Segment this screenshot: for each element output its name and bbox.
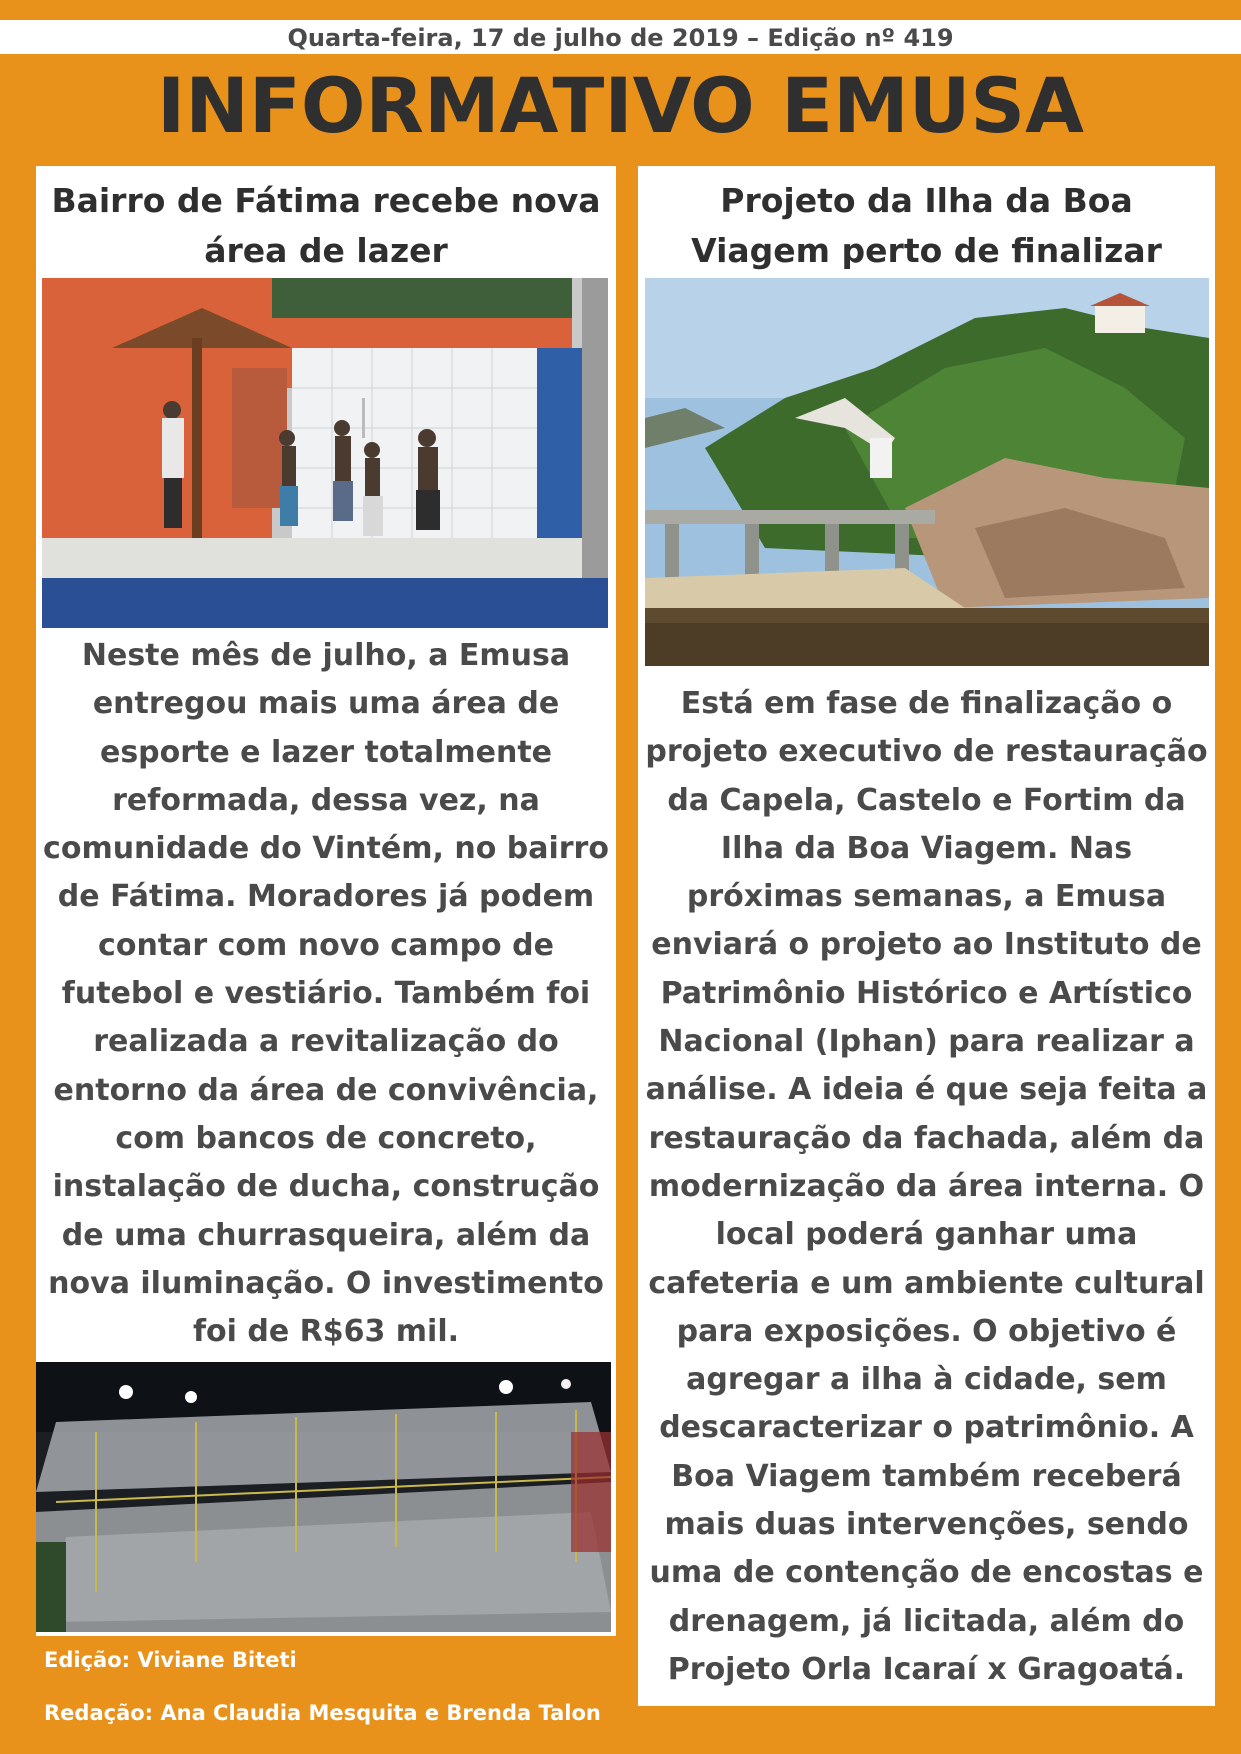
article-left-title: Bairro de Fátima recebe nova área de lazer bbox=[51, 181, 601, 270]
article-right-title: Projeto da Ilha da Boa Viagem perto de finalizar bbox=[691, 181, 1162, 270]
leisure-area-photo bbox=[42, 278, 608, 628]
article-right-body: Está em fase de finalização o projeto executivo de restauração da Capela, Castelo e Fortim da Ilha da Boa Viagem. Nas próximas semanas, a Emusa enviará o projeto ao Instituto de Patrimônio Histórico e Artístico Nacional (Iphan) para realizar a análise. A ideia é que seja feita a restauração da fachada, além da modernização da área interna. O local poderá ganhar uma cafeteria e um ambiente cultural para exposições. O objetivo é agregar a ilha à cidade, sem descaracterizar o patrimônio. A Boa Viagem também receberá mais duas intervenções, sendo uma de contenção de encostas e drenagem, já licitada, além do Projeto Orla Icaraí x Gragoatá. bbox=[645, 686, 1208, 1687]
article-left-body: Neste mês de julho, a Emusa entregou mais uma área de esporte e lazer totalmente reformada, dessa vez, na comunidade do Vintém, no bairro de Fátima. Moradores já podem contar com novo campo de futebol e vestiário. Também foi realizada a revitalização do entorno da área de convivência, com bancos de concreto, instalação de ducha, construção de uma churrasqueira, além da nova iluminação. O investimento foi de R$63 mil. bbox=[43, 638, 609, 1350]
island-illustration bbox=[645, 278, 1209, 666]
credits-redacao: Redação: Ana Claudia Mesquita e Brenda Talon bbox=[44, 1701, 601, 1725]
credits-edicao: Edição: Viviane Biteti bbox=[44, 1648, 297, 1672]
article-left bbox=[36, 166, 616, 1636]
article-right bbox=[638, 166, 1215, 1706]
night-court-photo bbox=[36, 1362, 611, 1632]
night-court-illustration bbox=[36, 1362, 611, 1632]
dateline: Quarta-feira, 17 de julho de 2019 – Edição nº 419 bbox=[0, 20, 1241, 54]
leisure-area-illustration bbox=[42, 278, 608, 628]
boa-viagem-island-photo bbox=[645, 278, 1209, 666]
masthead-title: INFORMATIVO EMUSA bbox=[157, 61, 1084, 150]
